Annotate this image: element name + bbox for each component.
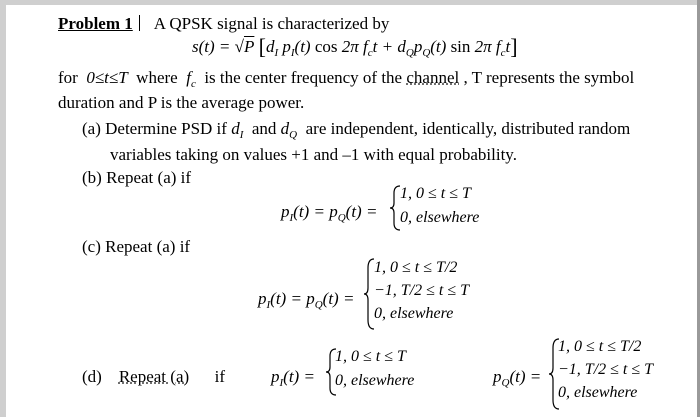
signal-equation-text: s(t) = √P [$d_I$ $p_I(t)$ cos 2π $f_ct + d_Qp_Q(t)$ sin 2π $f_ct$]: [192, 34, 518, 59]
part-d-heading: [82, 367, 225, 387]
where-line: for 0≤t≤T where $f_c$ is the center frequency of the channel , T represents the symbol: [58, 68, 635, 90]
part-c-case-1: 1, 0 ≤ t ≤ T/2: [374, 259, 458, 276]
part-d-cases-2: [558, 337, 653, 403]
problem-header: [58, 14, 389, 34]
part-d-case2-3: 0, elsewhere: [558, 384, 638, 401]
part-c-case-3: 0, elsewhere: [374, 305, 454, 322]
part-c-cases: [374, 258, 469, 324]
part-c-label: (c): [82, 237, 101, 256]
duration-line: duration and P is the average power.: [58, 93, 305, 112]
part-b-lhs: $p_I(t) = p_Q(t)$ =: [281, 202, 378, 224]
signal-equation: [192, 34, 518, 63]
window-left-border: [0, 0, 6, 417]
cursor-mark: [139, 15, 154, 31]
problem-intro: A QPSK signal is characterized by: [153, 14, 390, 33]
part-d-if: if: [214, 367, 226, 386]
problem-label: Problem 1: [58, 14, 133, 33]
part-c-text: Repeat (a) if: [105, 237, 191, 256]
part-d-case2-2: −1, T/2 ≤ t ≤ T: [558, 361, 654, 378]
part-c-heading: [82, 237, 190, 257]
part-a-label: (a): [82, 119, 101, 138]
part-d-lhs1: $p_I(t)$ =: [271, 367, 315, 389]
part-b-heading: [82, 168, 191, 188]
part-d-case1-2: 0, elsewhere: [335, 372, 415, 389]
part-c-lhs: $p_I(t) = p_Q(t)$ =: [258, 289, 355, 311]
part-b-text: Repeat (a) if: [106, 168, 192, 187]
part-d-case1-1: 1, 0 ≤ t ≤ T: [335, 348, 406, 365]
window-top-border: [0, 0, 700, 5]
part-b-case-2: 0, elsewhere: [400, 209, 480, 226]
part-c-case-2: −1, T/2 ≤ t ≤ T: [374, 282, 470, 299]
part-d-text: Repeat (a): [118, 367, 190, 386]
part-d-case2-1: 1, 0 ≤ t ≤ T/2: [558, 338, 642, 355]
part-d-cases-1: [335, 347, 414, 391]
part-b-cases: [400, 184, 479, 228]
part-a-line2: variables taking on values +1 and –1 with equal probability.: [110, 145, 517, 164]
part-a-line1: (a) Determine PSD if $d_I$ and $d_Q$ are independent, identically, distributed random: [82, 119, 631, 141]
part-b-label: (b): [82, 168, 102, 187]
part-d-label: (d): [82, 367, 102, 386]
part-b-case-1: 1, 0 ≤ t ≤ T: [400, 185, 471, 202]
part-d-lhs2: $p_Q(t)$ =: [493, 367, 542, 389]
